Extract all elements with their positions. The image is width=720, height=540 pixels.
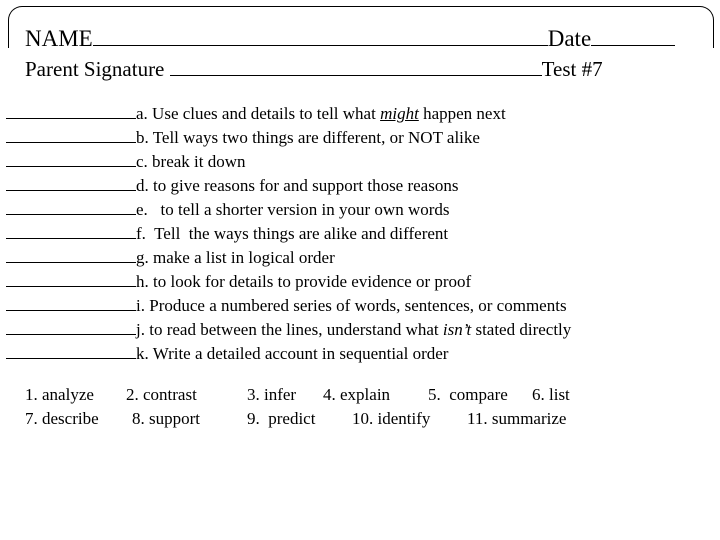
bank-describe: 7. describe	[25, 409, 99, 428]
bank-identify: 10. identify	[352, 409, 431, 428]
name-date-line	[25, 25, 675, 52]
bank-contrast: 2. contrast	[126, 385, 197, 404]
test-label: Test #7	[541, 57, 603, 81]
item-text: to look for details to provide evidence or proof	[153, 272, 472, 291]
item-text: Produce a numbered series of words, sentences, or comments	[149, 296, 567, 315]
item-text: break it down	[152, 152, 246, 171]
item-letter: f.	[136, 224, 146, 243]
bank-explain: 4. explain	[323, 385, 391, 404]
answer-blank[interactable]	[6, 223, 136, 239]
answer-blank[interactable]	[6, 343, 136, 359]
item-text: to give reasons for and support those reasons	[153, 176, 459, 195]
item-letter: k.	[136, 344, 149, 363]
item-letter: j.	[136, 320, 145, 339]
answer-blank[interactable]	[6, 295, 136, 311]
item-e	[6, 199, 450, 220]
item-b	[6, 127, 480, 148]
item-letter: h.	[136, 272, 149, 291]
item-letter: d.	[136, 176, 149, 195]
bank-support: 8. support	[132, 409, 200, 428]
bank-compare: 5. compare	[428, 385, 508, 404]
signature-blank[interactable]	[170, 55, 542, 76]
item-text: make a list in logical order	[153, 248, 335, 267]
item-letter: e.	[136, 200, 148, 219]
item-emphasis: isn’t	[442, 320, 472, 339]
date-label: Date	[547, 26, 592, 51]
item-c	[6, 151, 246, 172]
item-emphasis: might	[380, 104, 419, 123]
item-text: to tell a shorter version in your own words	[152, 200, 450, 219]
item-d	[6, 175, 458, 196]
bank-infer: 3. infer	[247, 385, 297, 404]
answer-blank[interactable]	[6, 103, 136, 119]
bank-summarize: 11. summarize	[467, 409, 567, 428]
bank-predict: 9. predict	[247, 409, 316, 428]
parent-signature-label: Parent Signature	[25, 57, 165, 81]
item-g	[6, 247, 335, 268]
item-letter: i.	[136, 296, 145, 315]
answer-blank[interactable]	[6, 319, 136, 335]
item-a	[6, 103, 506, 124]
signature-test-line	[25, 55, 603, 82]
name-blank[interactable]	[93, 25, 548, 46]
item-letter: a.	[136, 104, 148, 123]
answer-blank[interactable]	[6, 151, 136, 167]
answer-blank[interactable]	[6, 199, 136, 215]
answer-blank[interactable]	[6, 127, 136, 143]
item-text: to read between the lines, understand what	[149, 320, 443, 339]
item-letter: g.	[136, 248, 149, 267]
name-label: NAME	[25, 26, 93, 51]
item-letter: b.	[136, 128, 149, 147]
answer-blank[interactable]	[6, 175, 136, 191]
item-k	[6, 343, 448, 364]
answer-blank[interactable]	[6, 247, 136, 263]
item-j	[6, 319, 571, 340]
item-text: Tell the ways things are alike and different	[150, 224, 449, 243]
item-f	[6, 223, 448, 244]
item-text: Write a detailed account in sequential order	[152, 344, 449, 363]
item-i	[6, 295, 567, 316]
item-text-end: stated directly	[471, 320, 572, 339]
date-blank[interactable]	[591, 25, 675, 46]
item-text: Use clues and details to tell what	[152, 104, 381, 123]
item-text: Tell ways two things are different, or NOT alike	[152, 128, 480, 147]
item-h	[6, 271, 471, 292]
answer-blank[interactable]	[6, 271, 136, 287]
item-letter: c.	[136, 152, 148, 171]
item-text-end: happen next	[418, 104, 506, 123]
bank-analyze: 1. analyze	[25, 385, 94, 404]
bank-list: 6. list	[532, 385, 570, 404]
